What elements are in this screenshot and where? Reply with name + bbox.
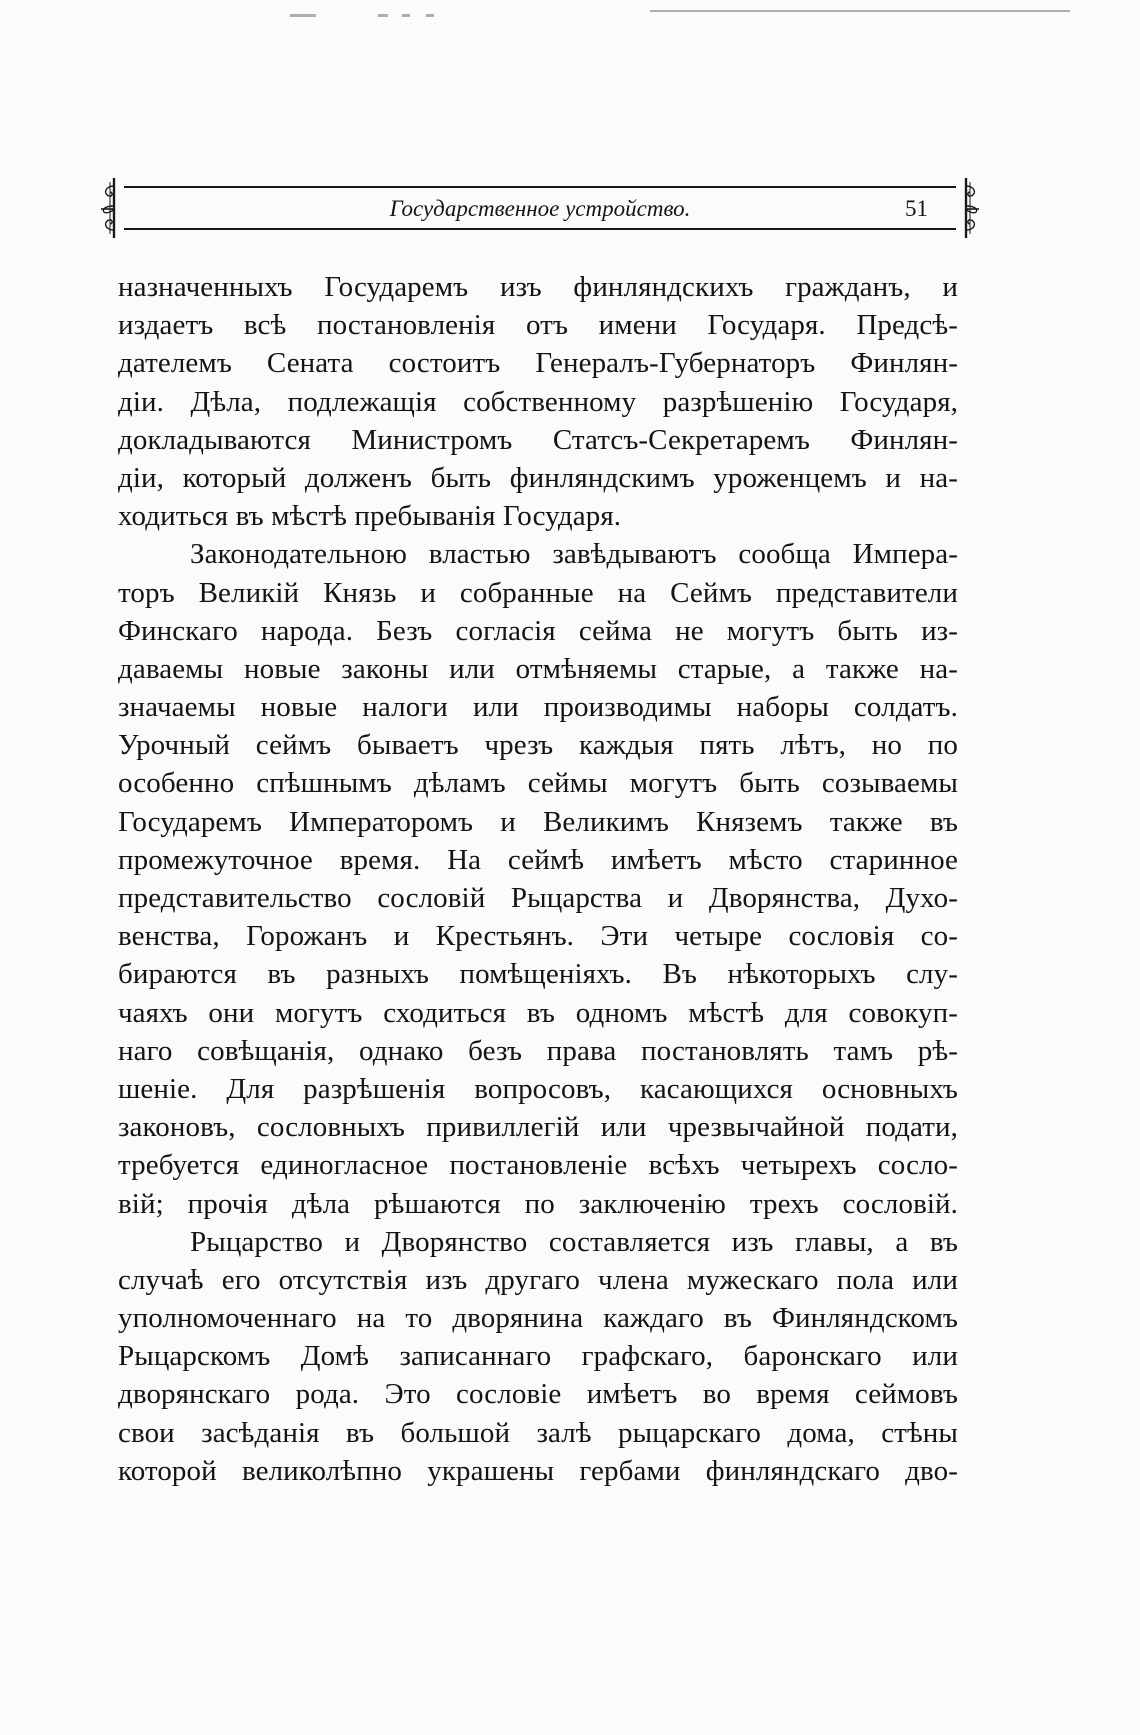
text-line: назначенныхъ Государемъ изъ финляндскихъ гражданъ, и xyxy=(118,271,958,303)
text-line: издаетъ всѣ постановленія отъ имени Государя. Предсѣ- xyxy=(118,309,958,342)
text-line: даваемы новые законы или отмѣняемы старые, а также на- xyxy=(118,652,958,685)
text-line: діи, который долженъ быть финляндскимъ уроженцемъ и на- xyxy=(118,461,958,494)
text-line: промежуточное время. На сеймѣ имѣетъ мѣсто старинное xyxy=(118,843,958,876)
text-line: дворянскаго рода. Это сословіе имѣетъ во время сеймовъ xyxy=(118,1378,958,1411)
text-line: свои засѣданія въ большой залѣ рыцарскаго дома, стѣны xyxy=(118,1416,958,1449)
scan-artifact xyxy=(402,14,410,17)
text-line: Рыцарскомъ Домѣ записаннаго графскаго, баронскаго или xyxy=(118,1340,958,1373)
text-line: Урочный сеймъ бываетъ чрезъ каждыя пять лѣтъ, но по xyxy=(118,729,958,762)
text-line: чаяхъ они могутъ сходиться въ одномъ мѣстѣ для совокуп- xyxy=(118,996,958,1029)
text-line: торъ Великій Князь и собранные на Сеймъ представители xyxy=(118,576,958,609)
page-number: 51 xyxy=(905,196,928,221)
text-line: Законодательною властью завѣдываютъ сообща Импера- xyxy=(190,538,958,571)
header-rule xyxy=(124,186,956,188)
text-line: которой великолѣпно украшены гербами финляндскаго дво- xyxy=(118,1454,958,1487)
text-line: шеніе. Для разрѣшенія вопросовъ, касающихся основныхъ xyxy=(118,1072,958,1105)
text-line: Рыцарство и Дворянство составляется изъ главы, а въ xyxy=(190,1225,958,1258)
text-line: представительство сословій Рыцарства и Дворянства, Духо- xyxy=(118,882,958,914)
text-line: ходиться въ мѣстѣ пребыванія Государя. xyxy=(118,500,622,533)
header-rule xyxy=(124,228,956,230)
text-line: законовъ, сословныхъ привиллегій или чрезвычайной подати, xyxy=(118,1111,958,1144)
body-text xyxy=(118,268,958,1490)
running-head xyxy=(100,176,980,240)
scan-artifact xyxy=(290,14,316,17)
text-line: докладываются Министромъ Статсъ-Секретаремъ Финлян- xyxy=(118,423,958,456)
text-line: значаемы новые налоги или производимы наборы солдатъ. xyxy=(118,691,958,724)
text-line: діи. Дѣла, подлежащія собственному разрѣшенію Государя, xyxy=(118,385,958,418)
ornament-icon xyxy=(956,176,980,240)
text-line: наго совѣщанія, однако безъ права постановлять тамъ рѣ- xyxy=(118,1034,958,1067)
text-line: бираются въ разныхъ помѣщеніяхъ. Въ нѣкоторыхъ слу- xyxy=(118,958,958,991)
text-line: особенно спѣшнымъ дѣламъ сеймы могутъ быть созываемы xyxy=(118,767,958,800)
text-line: случаѣ его отсутствія изъ другаго члена мужескаго пола или xyxy=(118,1263,958,1296)
text-line: дателемъ Сената состоитъ Генералъ-Губернаторъ Финлян- xyxy=(118,347,958,380)
text-line: Государемъ Императоромъ и Великимъ Княземъ также въ xyxy=(118,805,958,838)
running-title: Государственное устройство. xyxy=(389,196,691,221)
text-line: вій; прочія дѣла рѣшаются по заключенію трехъ сословій. xyxy=(118,1187,958,1220)
text-line: венства, Горожанъ и Крестьянъ. Эти четыре сословія со- xyxy=(118,920,958,953)
scan-artifact xyxy=(426,14,434,17)
text-line: Финскаго народа. Безъ согласія сейма не могутъ быть из- xyxy=(118,614,958,647)
scan-artifact xyxy=(650,10,1070,12)
text-line: требуется единогласное постановленіе всѣхъ четырехъ сосло- xyxy=(118,1149,958,1182)
scan-artifact xyxy=(378,14,388,17)
text-line: уполномоченнаго на то дворянина каждаго въ Финляндскомъ xyxy=(118,1302,958,1335)
